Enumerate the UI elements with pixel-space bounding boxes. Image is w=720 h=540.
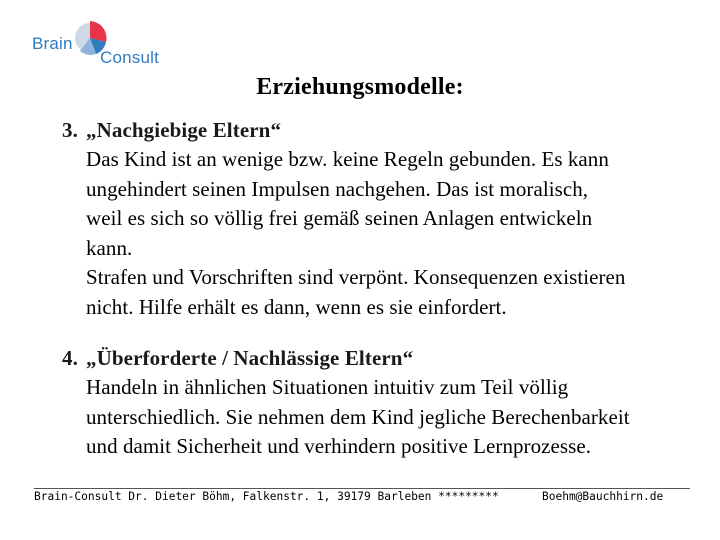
brain-consult-logo <box>30 18 165 73</box>
body-line: nicht. Hilfe erhält es dann, wenn es sie einfordert. <box>86 294 507 319</box>
footer-email: Boehm@Bauchhirn.de <box>542 490 664 503</box>
body-line: Handeln in ähnlichen Situationen intuitiv zum Teil völlig <box>86 375 569 399</box>
page-title <box>0 74 720 101</box>
section-body <box>86 373 712 462</box>
section-4 <box>62 344 712 462</box>
page-title-text: Erziehungsmodelle: <box>256 74 464 100</box>
section-number: 4. <box>62 346 78 370</box>
logo-consult-text: Consult <box>100 48 160 67</box>
body-line: kann. <box>86 235 133 260</box>
section-3 <box>62 116 712 322</box>
body-line: ungehindert seinen Impulsen nachgehen. Das ist moralisch, <box>86 176 589 201</box>
body-line: unterschiedlich. Sie nehmen dem Kind jegliche Berechenbarkeit <box>86 404 630 429</box>
body-line: Strafen und Vorschriften sind verpönt. Konsequenzen existieren <box>86 265 626 289</box>
body-line: weil es sich so völlig frei gemäß seinen Anlagen entwickeln <box>86 206 593 230</box>
logo-brain-text: Brain <box>32 34 73 53</box>
section-heading <box>62 116 712 145</box>
section-heading-text: „Überforderte / Nachlässige Eltern“ <box>86 346 414 370</box>
section-body <box>86 145 712 322</box>
section-heading-text: „Nachgiebige Eltern“ <box>86 118 282 142</box>
section-heading <box>62 344 712 373</box>
body-line: Das Kind ist an wenige bzw. keine Regeln gebunden. Es kann <box>86 147 609 171</box>
footer-address: Brain-Consult Dr. Dieter Böhm, Falkenstr. 1, 39179 Barleben ********* <box>34 490 499 503</box>
section-number: 3. <box>62 118 78 142</box>
footer-divider <box>34 488 690 489</box>
body-line: und damit Sicherheit und verhindern positive Lernprozesse. <box>86 434 592 458</box>
